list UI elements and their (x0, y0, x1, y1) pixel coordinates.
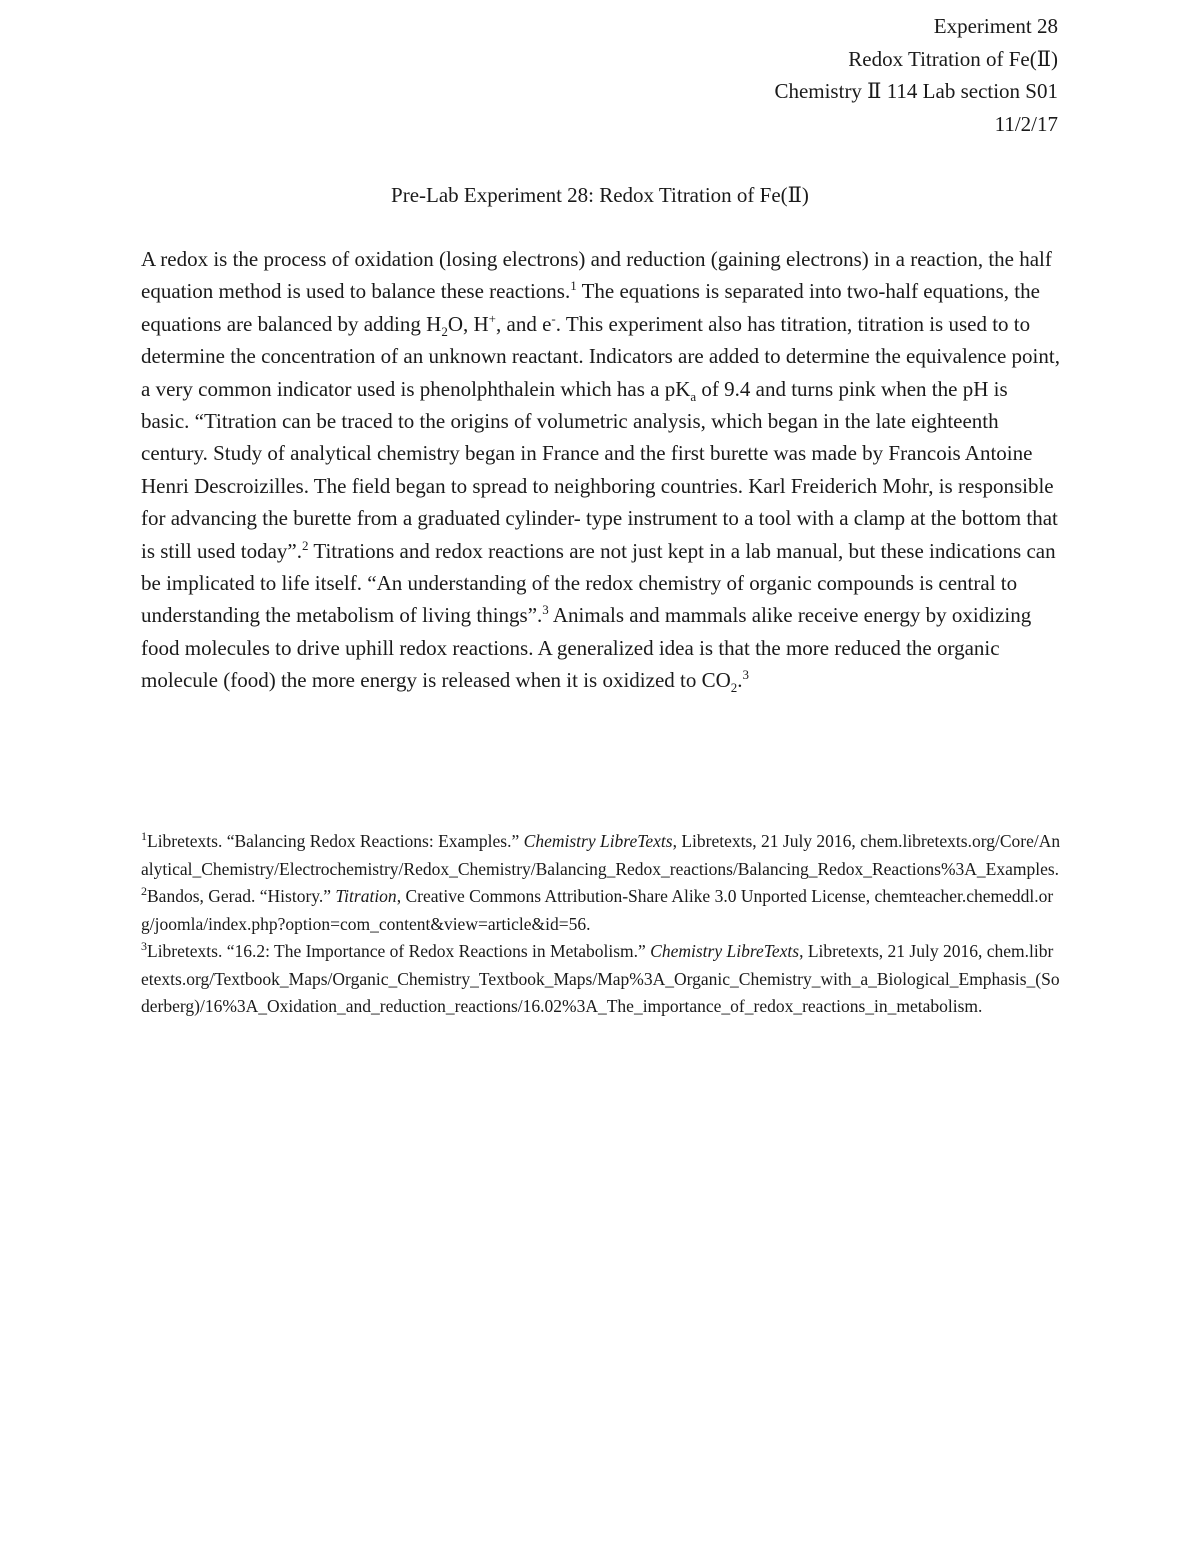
experiment-number: Experiment 28 (933, 14, 1058, 38)
body-sentence-2a: The equations is separated into two-half equations, the equations are balanced by adding H (141, 279, 1040, 336)
body-sentence-6: . (737, 668, 743, 693)
footnote-source-title: Titration (335, 886, 397, 906)
body-sentence-2c: , and e (496, 311, 552, 336)
body-sentence-2d: . This experiment also has titration, titration is used to to determine the concentration of an unknown reactant. Indicators are added to determine the equivalence point, a very common indicator used is phenolphthalein which has a pK (141, 311, 1060, 401)
footnote-source-title: Chemistry LibreTexts (523, 831, 673, 851)
ka-subscript: a (690, 388, 697, 404)
footnote-number: 2 (141, 884, 147, 899)
body-paragraph (141, 243, 1061, 697)
citation-3b: 3 (742, 667, 750, 683)
body-sentence-5: Animals and mammals alike receive energy by oxidizing food molecules to drive uphill redox reactions. A generalized idea is that the more reduced the organic molecule (food) the more energy is released when it is oxidized to CO (141, 603, 1032, 693)
body-sentence-2b: O, H (447, 311, 489, 336)
footnote-source-title: Chemistry LibreTexts (650, 941, 800, 961)
body-sentence-3: of 9.4 and turns pink when the pH is basic. “Titration can be traced to the origins of volumetric analysis, which began in the late eighteenth century. Study of analytical chemistry began in France and the first burette was made by Francois Antoine Henri Descroizilles. The field began to spread to neighboring countries. Karl Freiderich Mohr, is responsible for advancing the burette from a graduated cylinder- type instrument to a tool with a clamp at the bottom that is still used today”. (141, 376, 1058, 563)
footnote-link-text: , Libretexts, 21 July 2016, chem.libretexts.org/Core/Analytical_Chemistry/Electrochemistry/Redox_Chemistry/Balancing_Redox_reactions/Balancing_Redox_Reactions%3A_Examples. (141, 831, 1061, 879)
document-header (774, 10, 1058, 140)
document-date: 11/2/17 (994, 111, 1058, 136)
course-section: Chemistry Ⅱ 114 Lab section S01 (774, 79, 1058, 103)
electron-superscript: - (551, 310, 556, 326)
footnote-link-text: , Creative Commons Attribution-Share Alike 3.0 Unported License, chemteacher.chemeddl.org/joomla/index.php?option=com_content&view=article&id=56. (141, 886, 1054, 934)
footnote-text: Libretexts. “Balancing Redox Reactions: Examples.” (147, 831, 524, 851)
page-title: Pre-Lab Experiment 28: Redox Titration of Fe(Ⅱ) (391, 183, 809, 207)
citation-3a: 3 (542, 602, 549, 618)
water-subscript: 2 (441, 324, 448, 339)
footnote-number: 1 (141, 829, 147, 844)
co2-subscript: 2 (730, 680, 738, 696)
footnote-link-text: , Libretexts, 21 July 2016, chem.libretexts.org/Textbook_Maps/Organic_Chemistry_Textbook_Maps/Map%3A_Organic_Chemistry_with_a_Biological_Emphasis_(Soderberg)/16%3A_Oxidation_and_reduction_reactions/16.02%3A_The_importance_of_redox_reactions_in_metabolism. (141, 941, 1060, 1016)
footnote-text: Bandos, Gerad. “History.” (147, 886, 336, 906)
footnotes (141, 828, 1061, 1021)
body-sentence-4: Titrations and redox reactions are not just kept in a lab manual, but these indications can be implicated to life itself. “An understanding of the redox chemistry of organic compounds is central to understanding the metabolism of living things”. (141, 538, 1056, 628)
citation-1: 1 (570, 278, 577, 294)
experiment-name: Redox Titration of Fe(Ⅱ) (848, 46, 1058, 71)
body-sentence-1: A redox is the process of oxidation (losing electrons) and reduction (gaining electrons) in a reaction, the half equation method is used to balance these reactions. (141, 247, 1052, 304)
footnote-3 (141, 938, 1061, 1021)
footnote-2 (141, 883, 1061, 938)
footnote-1 (141, 828, 1061, 883)
proton-superscript: + (488, 310, 496, 326)
citation-2: 2 (302, 537, 309, 553)
footnote-number: 3 (141, 939, 147, 954)
footnote-text: Libretexts. “16.2: The Importance of Redox Reactions in Metabolism.” (147, 941, 651, 961)
